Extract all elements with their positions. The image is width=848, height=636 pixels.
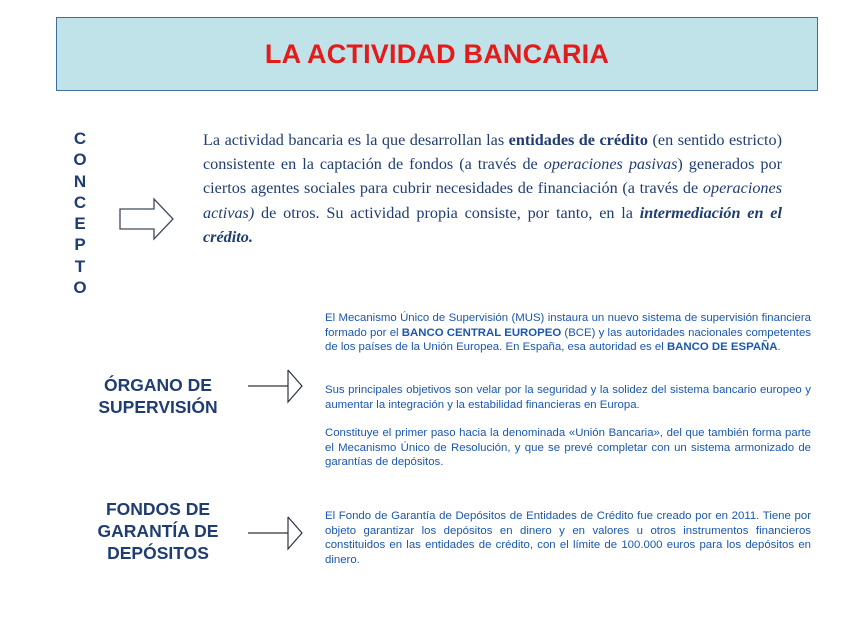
entidades-credito-bold: entidades de crédito <box>508 131 649 149</box>
concepto-letter: P <box>74 235 86 255</box>
banco-espana-bold: BANCO DE ESPAÑA <box>666 341 778 354</box>
page-title: LA ACTIVIDAD BANCARIA <box>264 38 610 69</box>
concepto-letter: O <box>73 278 87 298</box>
concepto-letter: E <box>74 214 86 234</box>
operaciones-pasivas-italic: operaciones pasivas <box>543 155 678 174</box>
concepto-letter: N <box>73 171 87 191</box>
organo-arrow-icon <box>246 368 306 404</box>
operaciones-activas-italic: operaciones activas) <box>203 179 782 222</box>
concepto-vertical-label <box>72 128 88 298</box>
fondos-garantia-heading: FONDOS DE GARANTÍA DE DEPÓSITOS <box>97 499 219 563</box>
intermediacion-bold-italic: intermediación en el crédito. <box>203 203 782 246</box>
concepto-letter: C <box>73 192 87 212</box>
concepto-letter: O <box>73 150 87 170</box>
concepto-letter: C <box>73 129 87 148</box>
concepto-paragraph: La actividad bancaria es la que desarrollan las entidades de crédito (en sentido estricto) consistente en la captación de fondos (a través de operaciones pasivas) generados por ciertos agentes sociales para cubrir necesidades de financiación (a través de operaciones activas) de otros. Su actividad propia consiste, por tanto, en la intermediación en el crédito. <box>203 131 782 246</box>
fondos-paragraph: El Fondo de Garantía de Depósitos de Entidades de Crédito fue creado por en 2011. Tiene por objeto garantizar los depósitos en dinero y en valores u otros instrumentos financieros constituidos en las entidades de crédito, con el límite de 100.000 euros para los depósitos en dinero. <box>325 510 811 566</box>
fondos-arrow-icon <box>246 515 306 551</box>
title-banner <box>56 17 818 91</box>
organo-supervision-heading: ÓRGANO DE SUPERVISIÓN <box>98 375 218 417</box>
bce-bold: BANCO CENTRAL EUROPEO <box>401 326 562 339</box>
concepto-letter: T <box>74 256 86 276</box>
concepto-arrow-icon <box>118 196 178 242</box>
organo-paragraph-3: Constituye el primer paso hacia la denominada «Unión Bancaria», del que también forma parte el Mecanismo Único de Resolución, y que se prevé completar con un sistema armonizado de garantías de depósitos. <box>325 427 811 469</box>
organo-paragraph-2: Sus principales objetivos son velar por la seguridad y la solidez del sistema bancario europeo y aumentar la integración y la estabilidad financieras en Europa. <box>325 384 811 411</box>
organo-paragraph-1: El Mecanismo Único de Supervisión (MUS) instaura un nuevo sistema de supervisión financiera formado por el BANCO CENTRAL EUROPEO (BCE) y las autoridades nacionales competentes de los países de la Unión Europea. En España, esa autoridad es el BANCO DE ESPAÑA. <box>325 312 811 354</box>
